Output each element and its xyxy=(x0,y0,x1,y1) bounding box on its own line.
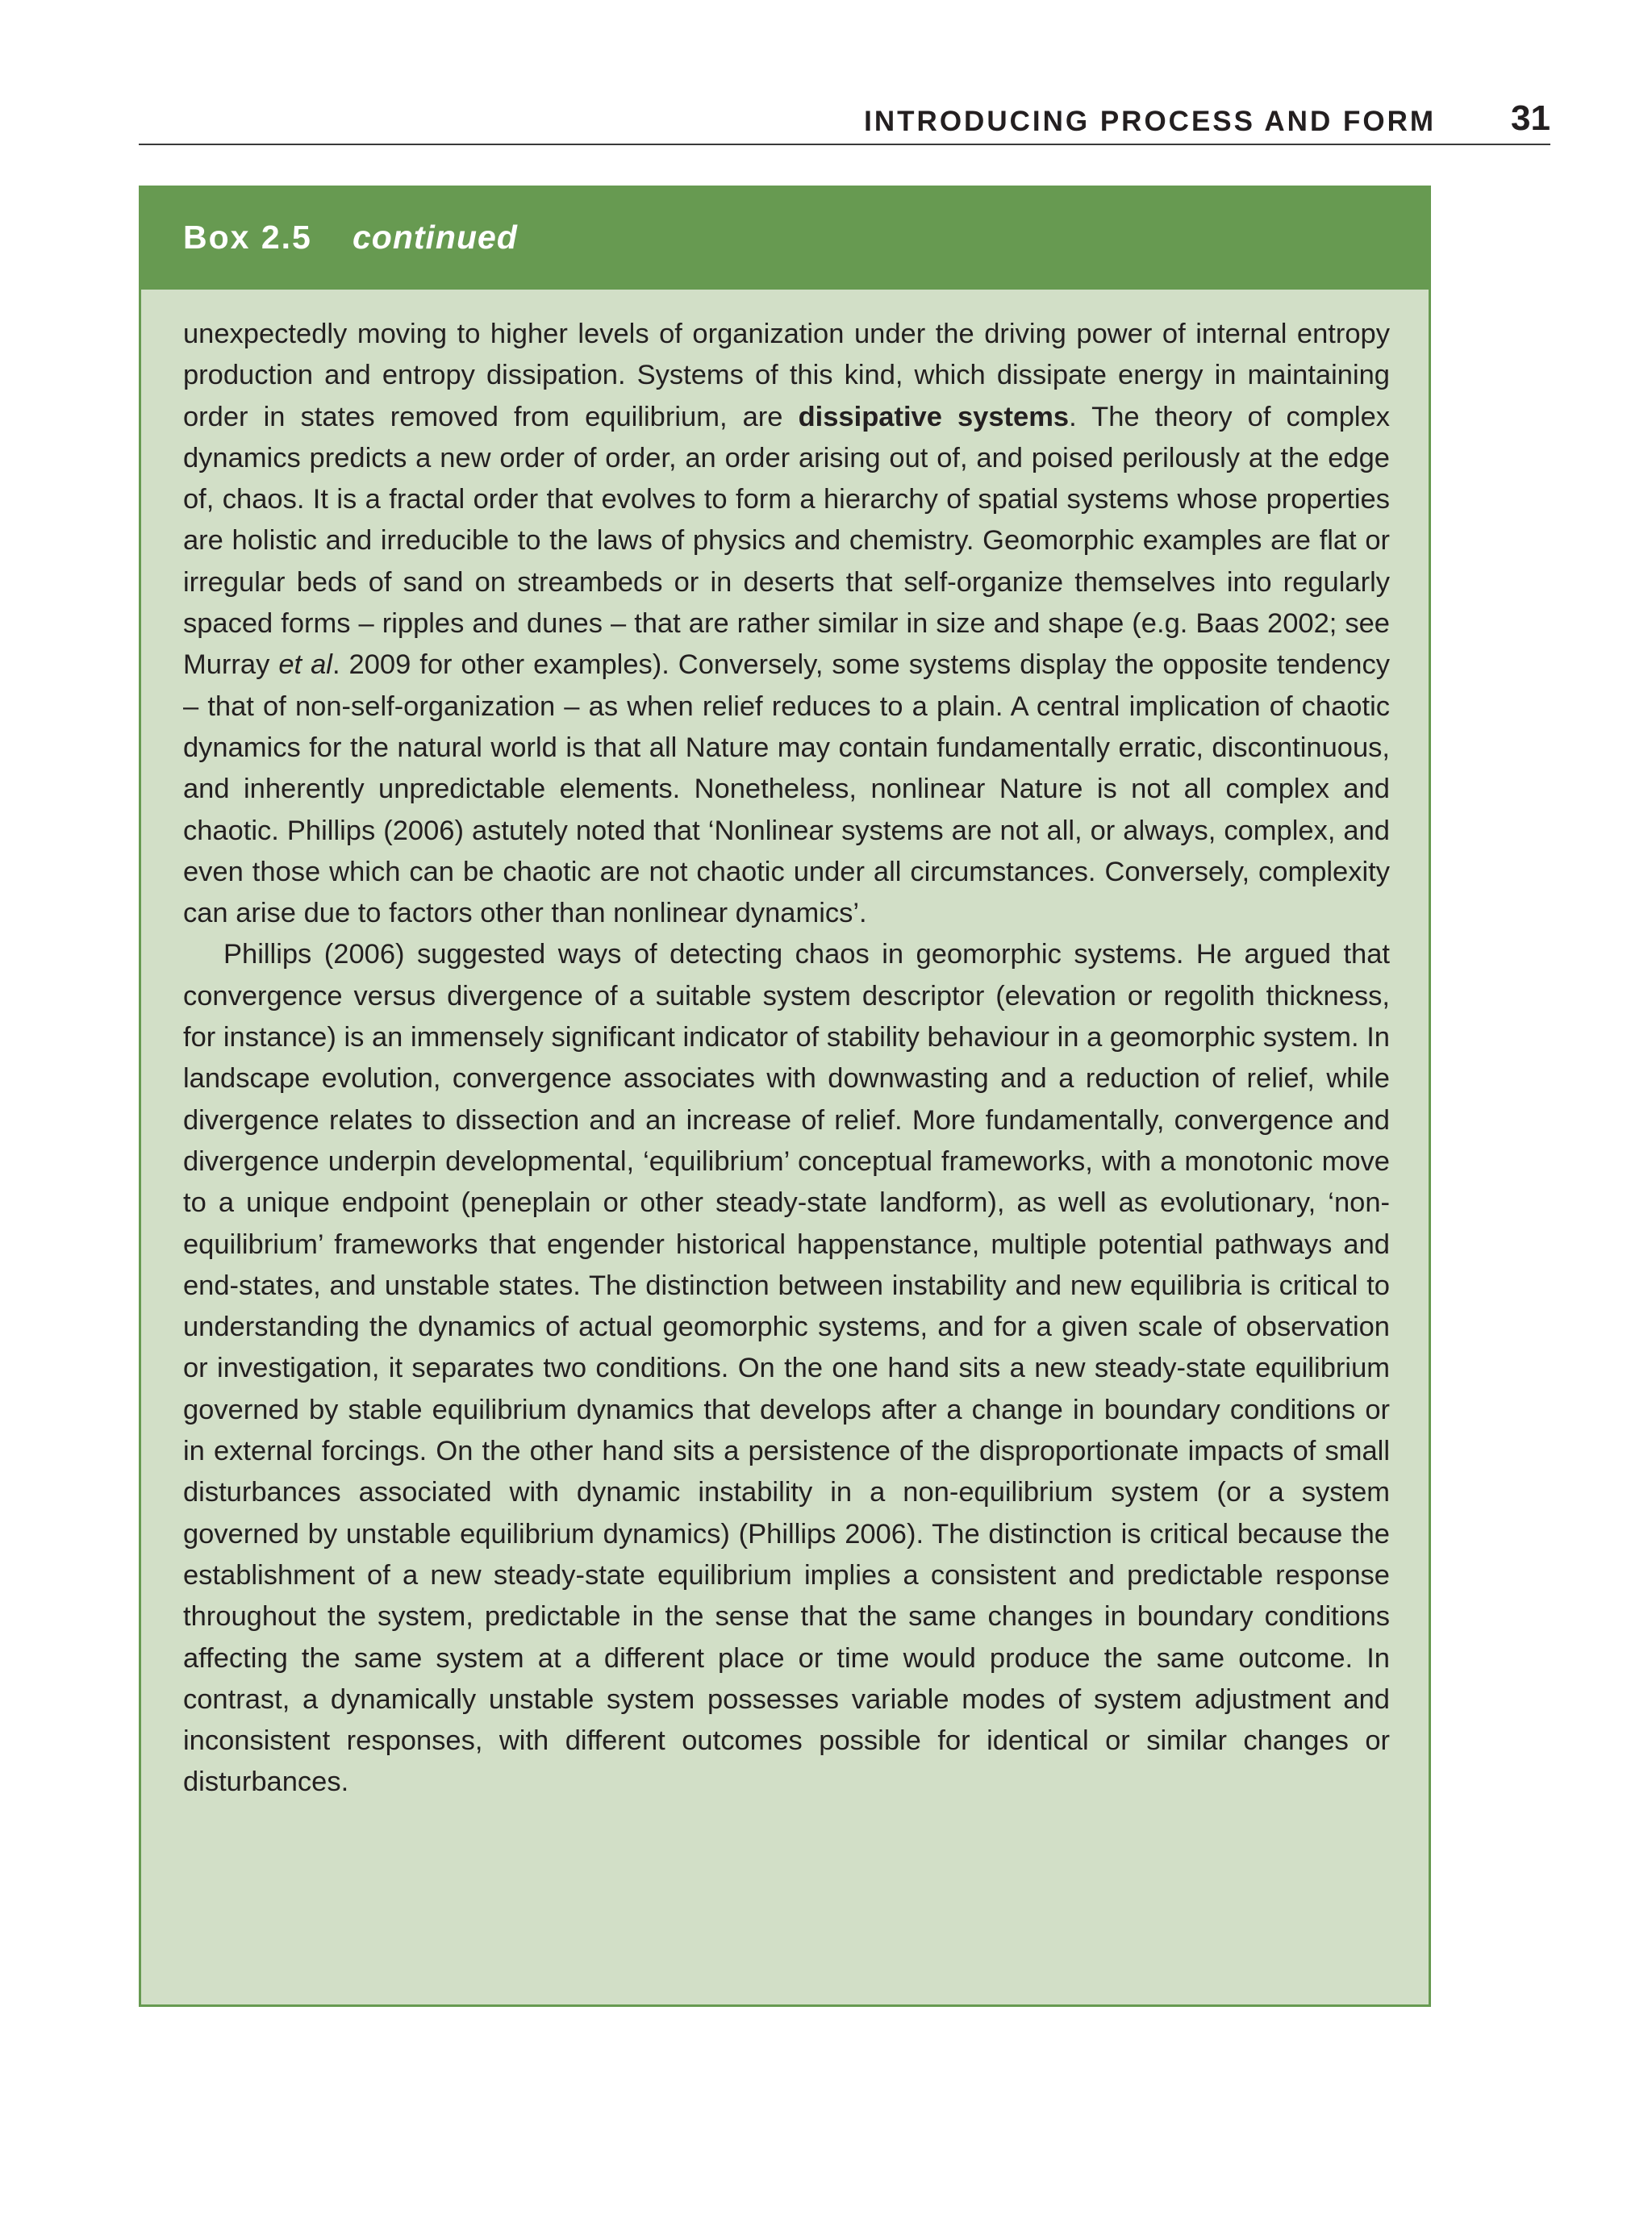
paragraph-1-text-c: . 2009 for other examples). Conversely, some systems display the opposite tendency – that of non-self-organization – as when relief reduces to a plain. A central implication of chaotic dynamics for the natural world is that all Nature may contain fundamentally erratic, discontinuous, and inherently unpredictable elements. Nonetheless, nonlinear Nature is not all complex and chaotic. Phillips (2006) astutely noted that ‘Nonlinear systems are not all, or always, complex, and even those which can be chaotic are not chaotic under all circumstances. Conversely, complexity can arise due to factors other than nonlinear dynamics’. xyxy=(183,649,1390,929)
box-paragraph-2: Phillips (2006) suggested ways of detecting chaos in geomorphic systems. He argued that convergence versus divergence of a suitable system descriptor (elevation or regolith thickness, for instance) is an immensely significant indicator of stability behaviour in a geomorphic system. In landscape evolution, convergence associates with downwasting and a reduction of relief, while divergence relates to dissection and an increase of relief. More fundamentally, convergence and divergence underpin developmental, ‘equilibrium’ conceptual frameworks, with a monotonic move to a unique endpoint (peneplain or other steady-state landform), as well as evolutionary, ‘non-equilibrium’ frameworks that engender historical happenstance, multiple potential pathways and end-states, and unstable states. The distinction between instability and new equilibria is critical to understanding the dynamics of actual geomorphic systems, and for a given scale of observation or investigation, it separates two conditions. On the one hand sits a new steady-state equilibrium governed by stable equilibrium dynamics that develops after a change in boundary conditions or in external forcings. On the other hand sits a persistence of the disproportionate impacts of small disturbances associated with dynamic instability in a non-equilibrium system (or a system governed by unstable equilibrium dynamics) (Phillips 2006). The distinction is critical because the establishment of a new steady-state equilibrium implies a consistent and predictable response throughout the system, predictable in the sense that the same changes in boundary conditions affecting the same system at a different place or time would produce the same outcome. In contrast, a dynamically unstable system possesses variable modes of system adjustment and inconsistent responses, with different outcomes possible for identical or similar changes or disturbances. xyxy=(183,939,1390,1798)
box-label: Box 2.5 xyxy=(183,219,312,256)
box-body xyxy=(183,314,1390,1804)
box-2-5 xyxy=(139,186,1431,2007)
box-continued-label: continued xyxy=(353,219,518,256)
page-number: 31 xyxy=(1511,98,1550,138)
box-paragraph-1 xyxy=(183,314,1390,934)
key-term-dissipative-systems: dissipative systems xyxy=(798,401,1070,432)
running-head xyxy=(139,95,1550,145)
paragraph-1-text-a: unexpectedly moving to higher levels of organization under the driving power of internal entropy production and entropy dissipation. Systems of this kind, which dissipate energy in maintaining order in states removed from equilibrium, are xyxy=(183,319,1390,432)
et-al-italic: et al xyxy=(278,649,332,681)
running-head-title: INTRODUCING PROCESS AND FORM xyxy=(864,106,1436,137)
box-header xyxy=(141,188,1429,290)
paragraph-1-text-b: . The theory of complex dynamics predicts a new order of order, an order arising out of, and poised perilously at the edge of, chaos. It is a fractal order that evolves to form a hierarchy of spatial systems whose properties are holistic and irreducible to the laws of physics and chemistry. Geomorphic examples are flat or irregular beds of sand on streambeds or in deserts that self-organize themselves into regularly spaced forms – ripples and dunes – that are rather similar in size and shape (e.g. Baas 2002; see Murray xyxy=(183,401,1391,681)
